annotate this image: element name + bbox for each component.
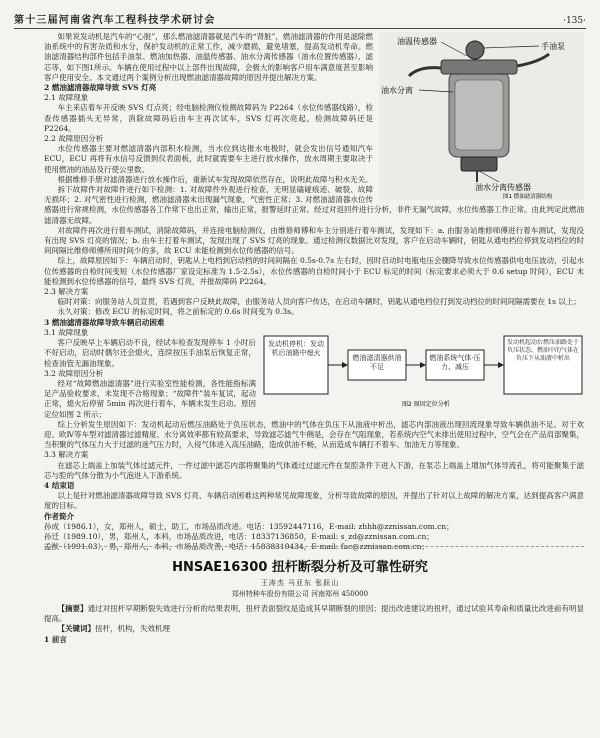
section-4-text: 以上是针对燃油滤清器故障导致 SVS 灯亮、车辆启动困难这两种常见故障现象，分析导致故障的原因，并提出了针对以上故障的解决方案，达到提高客户满意度的目标。 — [44, 491, 584, 511]
section-2-3-text-2: 永久对策：修改 ECU 的标定时间，将之前标定的 0.6s 时间变为 0.3s。 — [57, 307, 299, 317]
section-3-2-text-2: 综上分析发生原因如下：发动机起动后燃压油路处于负压状态，燃油中的气体在负压下从油液中析出，滤芯内部油液出现回流现象导致车辆供油不足。对于欢迎、欧Ⅳ等车型对滤清器过滤精度、水分离效率都有较高要求，导致滤芯滤气牛侧是，会存在气阻现象，若系统内空气未排出使用过程中，空气会在产品肩部聚集，当积聚的气体压力大于过滤的迷气压力时，入侵气体进入高压油路，造成供油不畅，从而造成车辆打不着车、加油无力等现象。 — [44, 419, 584, 450]
author-bio-heading: 作者简介 — [44, 511, 74, 521]
journal-header — [14, 6, 586, 29]
section-2-3-heading: 2.3 解决方案 — [44, 287, 89, 297]
paper1-intro: 如果说发动机是汽车的“心脏”，那么燃油滤清器就是汽车的“肾脏”，燃油滤清器的作用是滤除燃油系统中的有害杂质和水分，保护发动机的正常工作，减少磨损，避免堵塞，提高发动机寿命。燃油滤清器结构部件包括手油泵、燃油加热器、油温传感器、油水分离传感器（油水位置传感器）、滤芯等，如下图1所示。车辆在使用过程中以上部件出现故障，会极大的影响客户用车满意度甚至影响客户使用安全。本文通过两个案例分析出现燃油滤清器故障的原因并提出解决方案。 — [44, 32, 373, 82]
figure-2-caption: 图2 原因定位分析 — [402, 400, 450, 408]
journal-title: 第十三届河南省汽车工程科技学术研讨会 — [14, 15, 216, 26]
abstract-label: 【摘要】 — [57, 604, 88, 613]
page-number: ·135· — [563, 16, 586, 26]
figure-1-caption: 图1 燃油滤清器结构 — [503, 194, 553, 200]
section-2-2-text-3: 拆下故障件对故障件进行如下检测：1. 对故障件外观进行检查，无明显磕碰痕迹、破裂、故障无损坏；2. 对气密性进行检测，燃油滤清器未出现漏气现象，气密性正常；3. 对燃油滤清器水位传感器进行常规检测，水位传感器各工作常下也出正常，输出正常，报警延时正常。经过对返回件进行分析，非件无漏气故障，水位传感器工作正常。由此判定此燃油滤清器无故障。 — [44, 185, 584, 225]
section-2-1-text: 车主来店着车开反映 SVS 灯点亮；经电脑检测仪检测故障码为 P2264（水位传感器线路），检查传感器插头无异常，消除故障码后由车主再次试车，SVS 灯再次亮起，检测故障码还是 P2264。 — [44, 103, 373, 133]
figure-2 — [262, 330, 584, 415]
section-3-2-heading: 3.2 故障原因分析 — [44, 368, 104, 378]
author-bio: 孟猷（1991.03），男，郑州人，本科，市场品质改善，电话：15838310434，E-mail: fac@zznissan.com.cn； — [44, 542, 429, 552]
section-2-2-text-5: 综上，故障原因如下：车辆启动时，钥匙从上电档到启动档的时间间隔在 0.5s-0.7s 左右时，因时启动时电瓶电压会骤降导致水位传感器供电电压波动，引起水位传感器的自检时间变短（水位传感器厂家设定标准为 1.5-2.5s），水位传感器的自检时间小于 ECU 标定的时间（标定要求必须大于 0.6 setup 时间），ECU 未能检测到水位传感器的信号，最终 SVS 灯亮，并报故障码 P2264。 — [44, 256, 584, 286]
label-oil-temp-sensor: 油温传感器 — [397, 37, 437, 46]
section-3-3-heading: 3.3 解决方案 — [44, 450, 89, 460]
flow-box-4-text: 发动机起动后燃压油路处于负压状态，燃油中的气体在负压下从油液中析出 — [506, 338, 579, 362]
paper2-intro-heading: 1 前言 — [44, 634, 67, 644]
label-oil-water: 油水分离 — [381, 86, 413, 95]
keywords-text: 扭杆，机构，失效机理 — [95, 624, 170, 634]
author-bio: 孙迁（1989.10），男，郑州人，本科，市场品质改进，电话：18337136850，E-mail: s_zd@zznissan.com.cn； — [44, 531, 434, 541]
section-4-heading: 4 结束语 — [44, 480, 75, 490]
section-2-2-text-1: 水位传感器主要对燃滤清器内部积水检测，当水位到达报水电极时，就会发出信号通知汽车 ECU，ECU 再将有水信号反馈到仪表面板，此时就需要车主进行放水操作，放水周期主要取决于使用燃油的油品及行使公里数。 — [44, 144, 373, 174]
section-2-2-text-2: 根据维修手册对滤清器进行放水操作后，重新试车发现故障依然存在，说明此故障与积水无关。 — [57, 174, 373, 184]
section-2-2-text-4: 对故障件再次进行着车测试，消除故障码，并连接电脑检测仪，由维修师傅和车主分别进行着车测试，发现如下：a. 由服务站维修师傅进行着车测试，发现没有出现 SVS 灯亮的情况；b. 由车主打着车测试，发现出现了 SVS 灯亮的现象。通过检测仪数据比对发现，客户在启动车辆时，钥匙从通电档位停到发动档位的时间间隔比维修师傅所用时间少的多，故 ECU 未能检测到水位传感器的信号。 — [44, 225, 584, 256]
fuel-filter-illustration — [379, 32, 584, 200]
keywords-label: 【关键词】 — [57, 624, 95, 634]
flow-box-2-text: 燃油滤清器供油不足 — [352, 353, 402, 371]
paper2-title: HNSAE16300 扭杆断裂分析及可靠性研究 — [172, 560, 428, 575]
author-bio: 孙成（1986.1），女，郑州人，硕士，助工，市场品质改进。电话：13592447116，E-mail: zhhh@zznissan.com.cn； — [44, 521, 454, 531]
label-hand-pump: 手油泵 — [541, 42, 565, 51]
paper2-affiliation: 郑州特种车股份有限公司 河南郑州 450000 — [231, 590, 369, 598]
section-2-heading: 2 燃油滤清器故障导致 SVS 灯亮 — [44, 83, 157, 93]
hand-pump-knob — [466, 41, 484, 59]
section-3-1-text: 客户反映早上车辆启动不良，经试车检查发现停车 1 小时后不好启动，启动时偶尔还会熄火，连续按压手油泵后恢复正常，检查油管无漏油现象。 — [44, 338, 256, 368]
paper2-authors: 王涛杰 马亚东 张跃山 — [260, 579, 340, 587]
abstract-text: 通过对扭杆早期断裂失效进行分析的结果表明，扭杆表面裂纹是造成其早期断裂的原因；提出改进建议的扭杆，通过试验其寿命和质量比改进前有明显提高。 — [44, 604, 585, 624]
paper2-body — [44, 604, 584, 645]
flow-box-3-text: 燃油系统气体·压力、减压 — [429, 353, 481, 371]
section-2-1-heading: 2.1 故障现象 — [44, 93, 89, 103]
paper1-body — [44, 32, 584, 552]
filter-head — [441, 60, 517, 74]
label-water-sensor: 油水分离传感器 — [475, 183, 531, 192]
section-2-3-text-1: 临时对策：向服务站人员宣贯，若遇到客户反映此故障，由服务站人员向客户传达，在启动车辆时，钥匙从通电档位打到发动档位的时间间隔需要在 1s 以上； — [57, 297, 581, 307]
section-3-heading: 3 燃油滤清器故障导致车辆启动困难 — [44, 317, 165, 327]
section-3-2-text-1: 经对“故障燃油滤清器”进行实验室性能检测，各性能指标满足产品验收要求，未发现不合格现象；“故障件”装车复试，起动正常，熄火后停留 5min 再次进行着车，车辆未发生启动。原因定位如图 2 所示； — [44, 378, 256, 419]
flow-box-1-text: 发动机停机：发动机后油路中熄火 — [268, 339, 324, 357]
section-3-3-text: 在滤芯上端盖上加装气体过滤元件，一件过滤中滤芯内部将聚集的气体通过过滤元件在泵腔条件下进入下游，在泵芯上端盖上增加气体导流孔，将可能聚集于滤芯与腔的气体分散为小气泡进入下游系统。 — [44, 460, 584, 480]
figure-1 — [379, 32, 584, 203]
section-2-2-heading: 2.2 故障原因分析 — [44, 134, 104, 144]
cause-flow-diagram — [262, 330, 584, 412]
section-3-1-heading: 3.1 故障现象 — [44, 327, 89, 337]
paper-divider — [44, 546, 584, 547]
